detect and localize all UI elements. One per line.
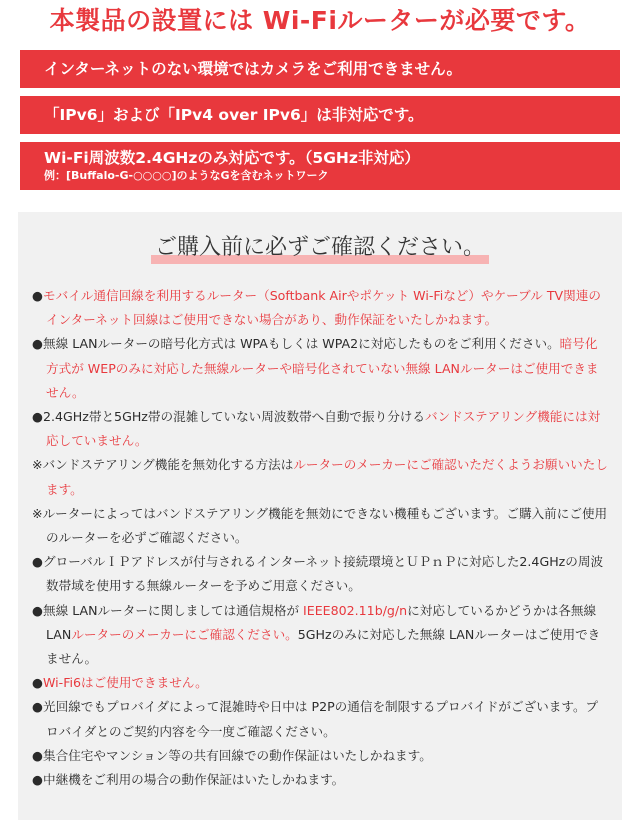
notice-list	[32, 284, 608, 792]
panel-title	[151, 232, 489, 264]
notice-text: 中継機をご利用の場合の動作保証はいたしかねます。	[43, 772, 345, 788]
notice-item	[32, 599, 608, 672]
notice-text: 無線 LANルーターの暗号化方式は WPAもしくは WPA2に対応したものをご利用ください。	[43, 336, 560, 352]
panel-title-wrap	[32, 232, 608, 284]
notice-item	[32, 284, 608, 332]
notice-item	[32, 671, 608, 695]
note-mark: ※	[32, 505, 43, 521]
notice-text-highlight: ルーターのメーカーにご確認ください。	[71, 626, 298, 642]
headline: 本製品の設置には Wi-Fiルーターが必要です。	[49, 6, 591, 35]
notice-item	[32, 332, 608, 405]
banner-wifi-frequency-line1: Wi-Fi周波数2.4GHzのみ対応です。（5GHz非対応）	[44, 149, 420, 167]
banner-wifi-frequency	[20, 142, 620, 190]
panel-title-text: ご購入前に必ずご確認ください。	[154, 235, 485, 260]
notice-text: グローバルＩＰアドレスが付与されるインターネット接続環境とＵＰｎＰに対応した2.4GHzの周波数帯域を使用する無線ルーターを予めご用意ください。	[43, 554, 604, 594]
notice-text: 光回線でもプロバイダによって混雑時や日中は P2Pの通信を制限するプロバイドがございます。プロバイダとのご契約内容を今一度ご確認ください。	[43, 699, 599, 739]
notice-text: ルーターによってはバンドステアリング機能を無効にできない機種もございます。ご購入前にご使用のルーターを必ずご確認ください。	[42, 505, 608, 546]
notice-item	[32, 744, 608, 768]
bullet-icon: ●	[32, 288, 43, 303]
banner-no-internet: インターネットのない環境ではカメラをご利用できません。	[20, 50, 620, 88]
bullet-icon: ●	[32, 772, 43, 788]
bullet-icon: ●	[32, 336, 43, 352]
notice-text: 2.4GHz帯と5GHz帯の混雑していない周波数帯へ自動で振り分ける	[43, 409, 425, 425]
note-mark: ※	[32, 457, 43, 473]
notice-item	[32, 405, 608, 453]
notice-text-highlight: 暗号化方式が WEPのみに対応した無線ルーターや暗号化されていない無線 LANルーターはご使用できません。	[46, 336, 599, 400]
notice-text-highlight: バンドステアリング機能には対応していません。	[46, 409, 601, 449]
banner-ipv6: 「IPv6」および「IPv4 over IPv6」は非対応です。	[20, 96, 620, 134]
bullet-icon: ●	[32, 602, 43, 618]
banner-wifi-frequency-example: 例：[Buffalo-G-○○○○]のようなGを含むネットワーク	[44, 169, 329, 182]
bullet-icon: ●	[32, 699, 43, 715]
notice-item	[32, 453, 608, 501]
notice-item	[32, 768, 608, 792]
notice-item	[32, 502, 608, 550]
bullet-icon: ●	[32, 554, 43, 570]
bullet-icon: ●	[32, 747, 43, 763]
notice-text: 集合住宅やマンション等の共有回線での動作保証はいたしかねます。	[43, 747, 432, 763]
bullet-icon: ●	[32, 409, 43, 425]
notice-panel	[18, 212, 622, 820]
notice-text-highlight: モバイル通信回線を利用するルーター（Softbank Airやポケット Wi-Fiなど）やケーブル TV関連のインターネット回線はご使用できない場合があり、動作保証をいたしかねます。	[43, 288, 601, 328]
notice-text: に対応しているかどうかは各無線 LAN	[46, 602, 597, 642]
notice-item	[32, 550, 608, 598]
notice-text: 無線 LANルーターに関しましては通信規格が	[43, 602, 304, 618]
notice-text-highlight: ルーターのメーカーにご確認いただくようお願いいたします。	[46, 457, 608, 497]
notice-item	[32, 695, 608, 743]
notice-text-highlight: IEEE802.11b/g/n	[303, 602, 408, 618]
notice-text: バンドステアリング機能を無効化する方法は	[42, 457, 294, 473]
notice-text: 5GHzのみに対応した無線 LANルーターはご使用できません。	[46, 626, 601, 667]
bullet-icon: ●	[32, 675, 43, 691]
notice-text-highlight: Wi-Fi6はご使用できません。	[43, 675, 208, 691]
